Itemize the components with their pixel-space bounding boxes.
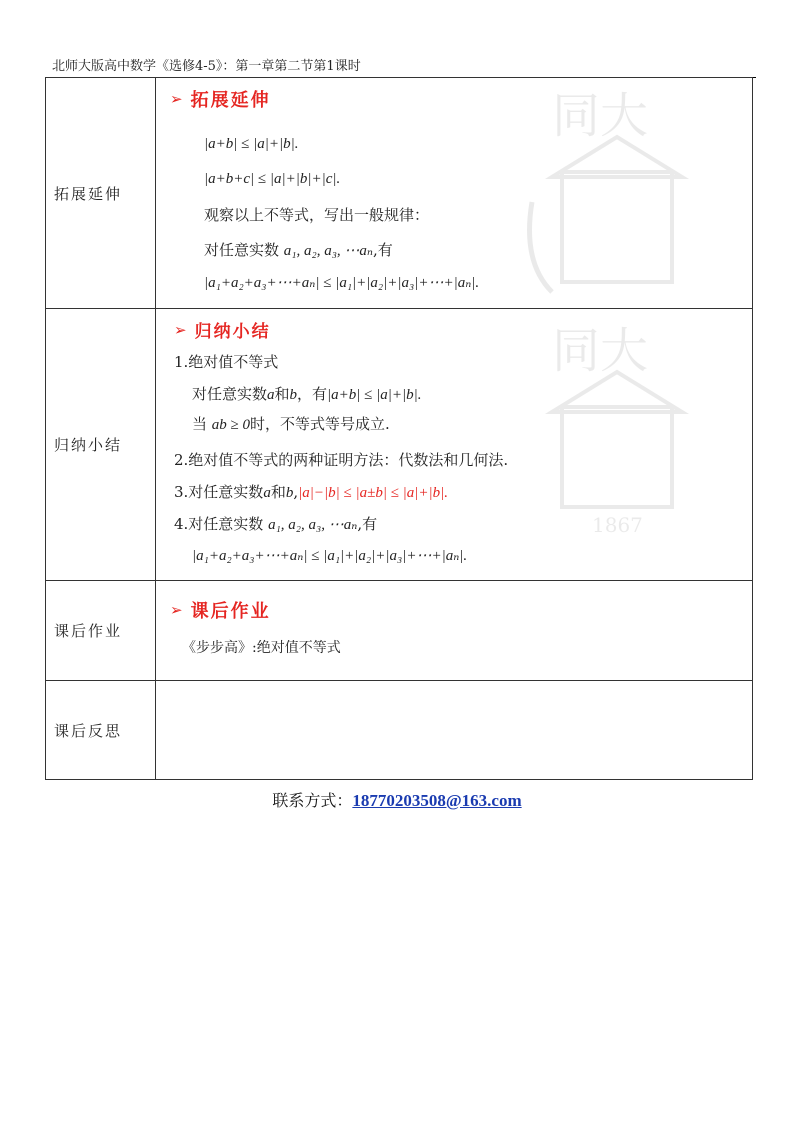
summary-item-2: 2.绝对值不等式的两种证明方法：代数法和几何法. bbox=[174, 451, 509, 469]
table-row-extend bbox=[46, 78, 753, 309]
contact-label: 联系方式： bbox=[272, 791, 353, 810]
observe-text: 观察以上不等式，写出一般规律： bbox=[204, 206, 430, 224]
contact-info bbox=[0, 788, 794, 811]
svg-text:同大: 同大 bbox=[552, 88, 649, 144]
table-row-reflection bbox=[46, 681, 753, 780]
row-label-homework: 课后作业 bbox=[46, 581, 156, 681]
equation-1: |a+b| ≤ |a|+|b|. bbox=[204, 136, 299, 152]
lesson-table bbox=[45, 77, 753, 780]
section-title-extend: ➢ 拓展延伸 bbox=[170, 90, 271, 111]
row-content-homework bbox=[156, 581, 753, 681]
row-label-extend: 拓展延伸 bbox=[46, 78, 156, 309]
table-row-homework bbox=[46, 581, 753, 681]
arrow-right-icon: ➢ bbox=[170, 601, 185, 619]
school-logo-watermark bbox=[512, 317, 712, 537]
summary-item-1: 1.绝对值不等式 bbox=[174, 353, 279, 371]
summary-item-3: 3.对任意实数a和b,|a|−|b| ≤ |a±b| ≤ |a|+|b|. bbox=[174, 483, 449, 501]
homework-text: 《步步高》:绝对值不等式 bbox=[182, 640, 341, 656]
row-label-summary: 归纳小结 bbox=[46, 309, 156, 581]
equation-2: |a+b+c| ≤ |a|+|b|+|c|. bbox=[204, 171, 341, 187]
arrow-right-icon: ➢ bbox=[170, 90, 185, 108]
row-content-summary bbox=[156, 309, 753, 581]
summary-item-4: 4.对任意实数 a₁, a₂, a₃, ⋯aₙ,有 bbox=[174, 515, 378, 533]
arrow-right-icon: ➢ bbox=[174, 320, 189, 339]
table-row-summary bbox=[46, 309, 753, 581]
row-content-extend bbox=[156, 78, 753, 309]
summary-item-1a: 对任意实数a和b，有|a+b| ≤ |a|+|b|. bbox=[192, 385, 422, 403]
section-title-homework: ➢ 课后作业 bbox=[170, 601, 271, 622]
summary-item-1b: 当 ab ≥ 0时，不等式等号成立. bbox=[192, 415, 390, 433]
svg-text:同大: 同大 bbox=[552, 323, 649, 379]
contact-email-link[interactable]: 18770203508@163.com bbox=[352, 791, 522, 810]
row-content-reflection bbox=[156, 681, 753, 780]
equation-general: |a₁+a₂+a₃+⋯+aₙ| ≤ |a₁|+|a₂|+|a₃|+⋯+|aₙ|. bbox=[204, 275, 480, 291]
summary-item-4-equation: |a₁+a₂+a₃+⋯+aₙ| ≤ |a₁|+|a₂|+|a₃|+⋯+|aₙ|. bbox=[192, 548, 468, 564]
svg-text:1867: 1867 bbox=[592, 513, 643, 537]
general-rule-text: 对任意实数 a₁, a₂, a₃, ⋯aₙ,有 bbox=[204, 241, 393, 259]
page-header bbox=[52, 57, 756, 78]
header-title: 北师大版高中数学《选修4-5》：第一章第二节第1课时 bbox=[52, 59, 361, 74]
section-title-summary: ➢ 归纳小结 bbox=[174, 320, 271, 342]
row-label-reflection: 课后反思 bbox=[46, 681, 156, 780]
school-logo-watermark bbox=[512, 82, 712, 302]
